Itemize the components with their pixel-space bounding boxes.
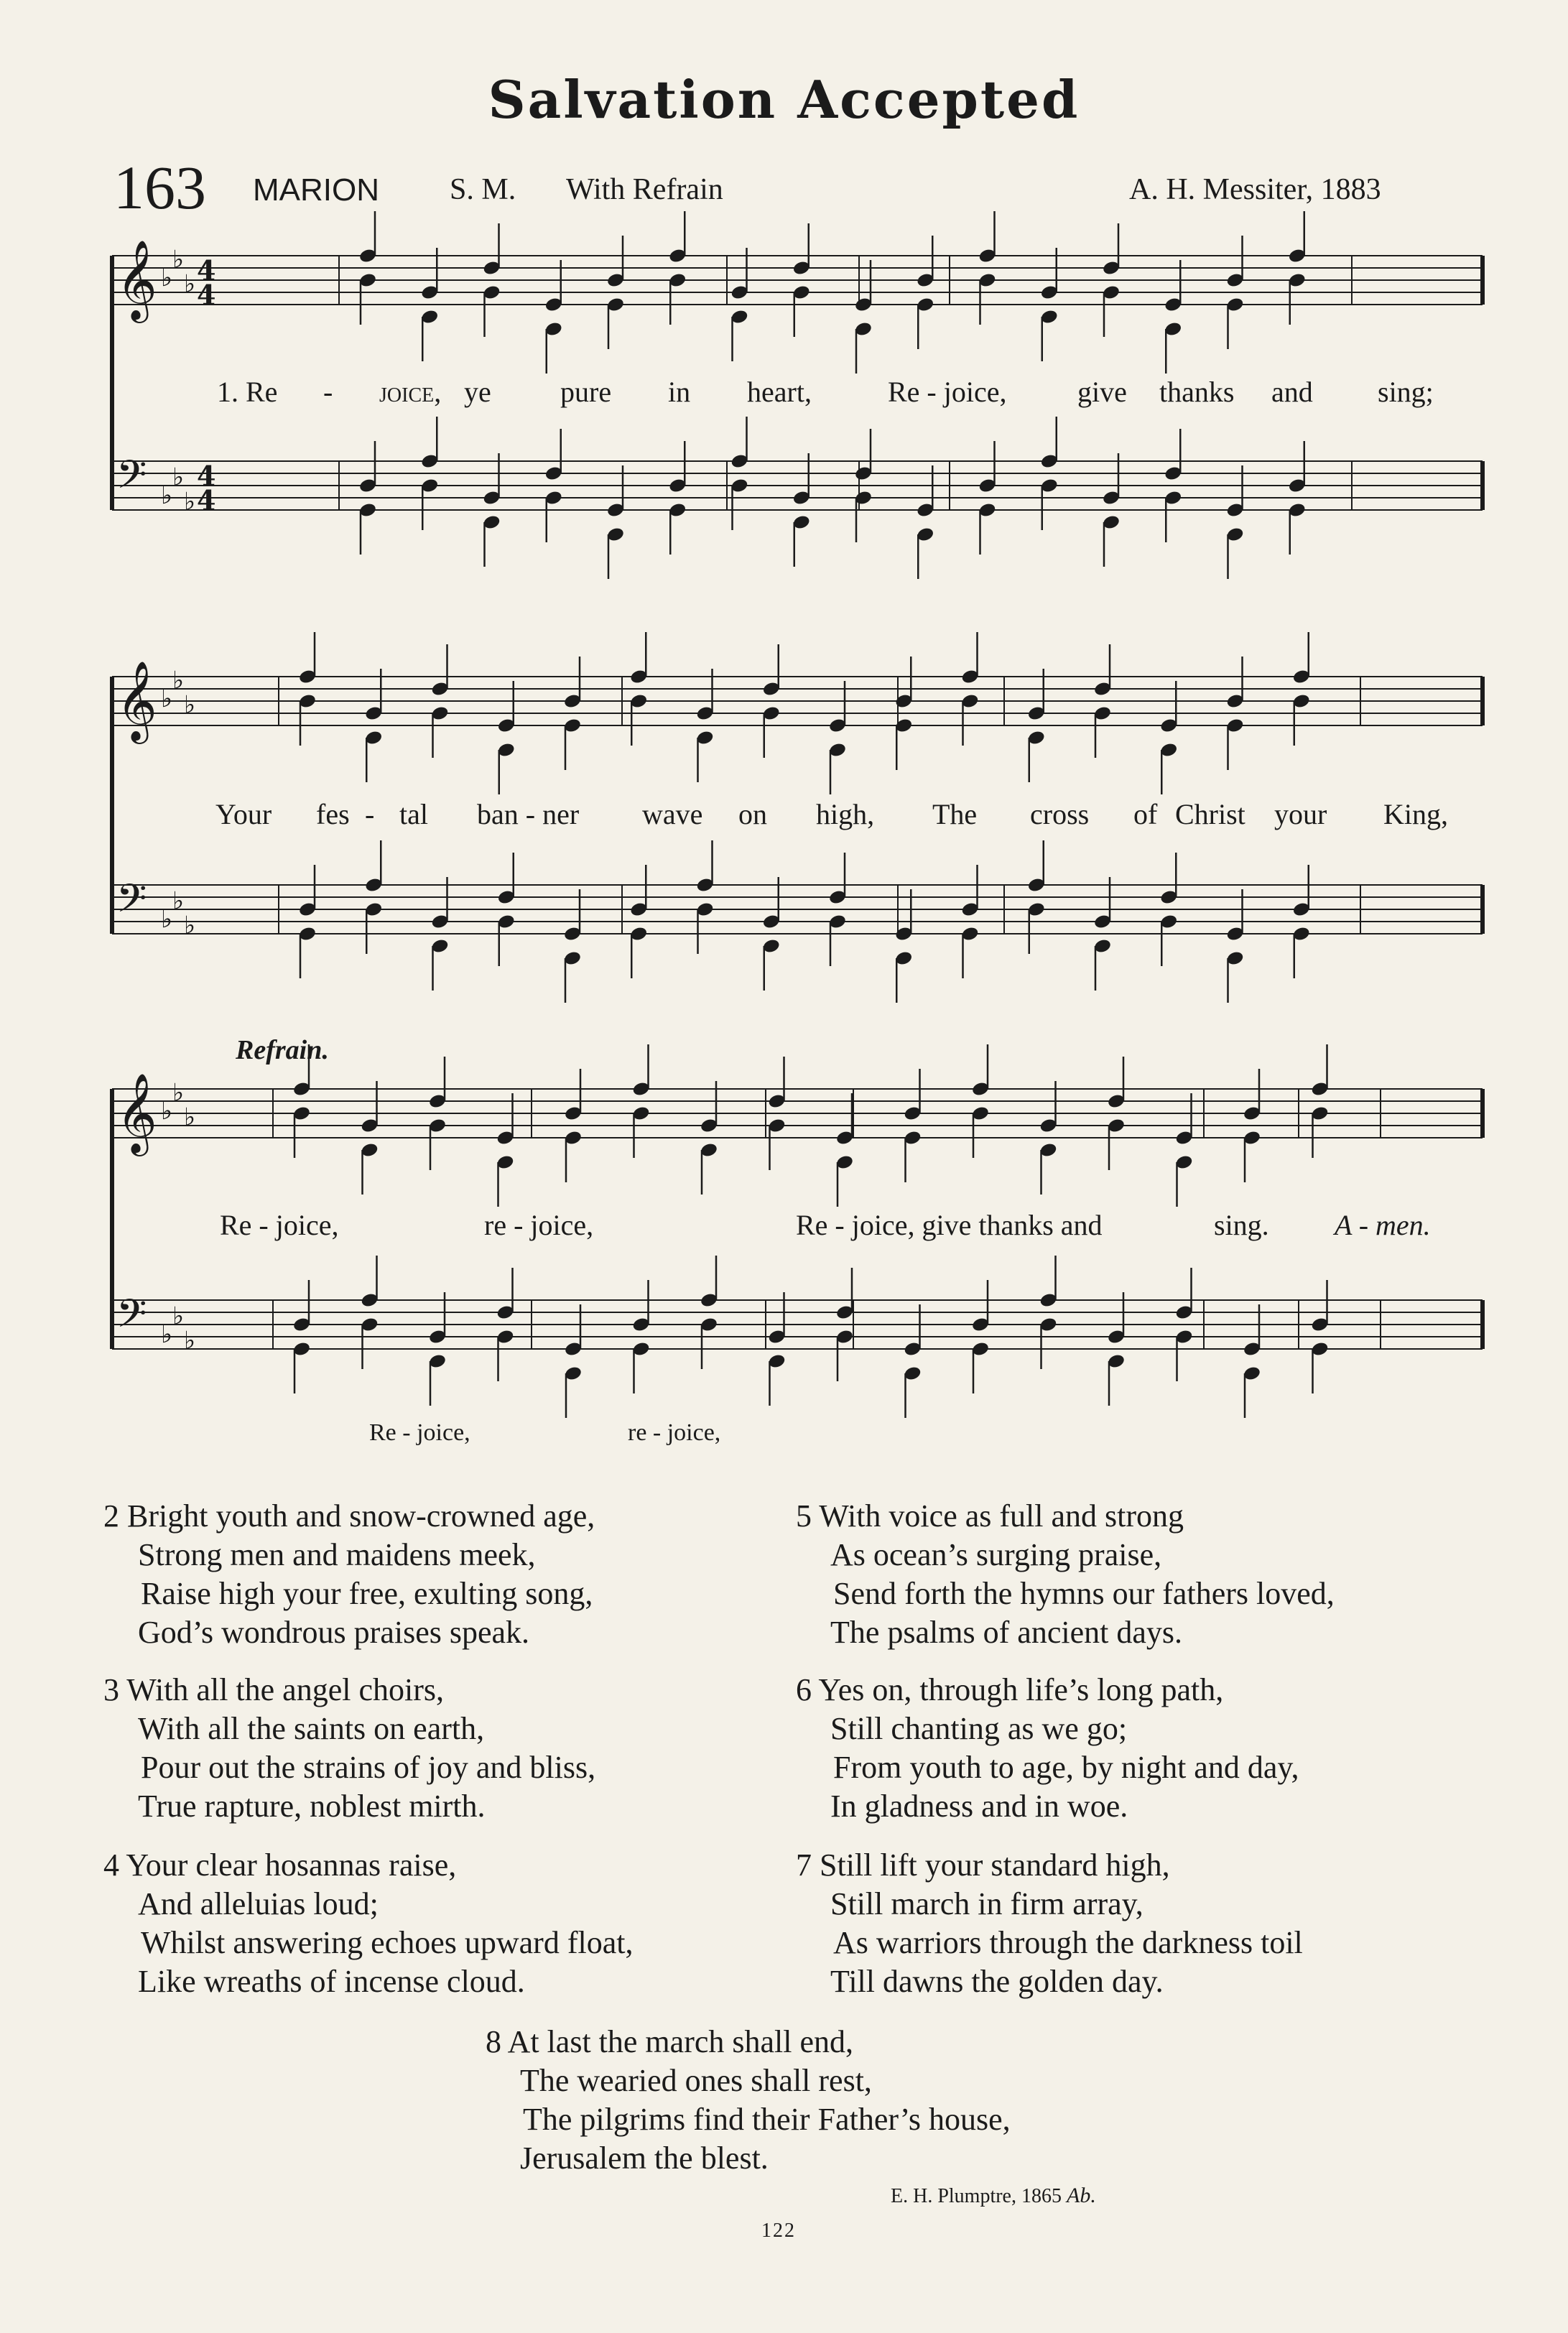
verse-line: Till dawns the golden day.	[830, 1964, 1164, 1999]
verse-line: Your clear hosannas raise,	[126, 1847, 457, 1883]
verse-line: Still chanting as we go;	[830, 1711, 1128, 1746]
verse-number: 6	[796, 1672, 812, 1707]
lyric-syllable: The	[932, 798, 978, 830]
flat-icon: ♭	[172, 463, 185, 492]
lyric-syllable: on	[738, 798, 767, 830]
lyric-syllable: re - joice,	[484, 1209, 594, 1241]
verse-line: In gladness and in woe.	[830, 1789, 1128, 1824]
verse-block	[103, 1846, 633, 2001]
lyric-syllable: Your	[215, 798, 272, 830]
lyric-syllable: Christ	[1175, 798, 1245, 830]
verse-block	[103, 1497, 595, 1652]
hymn-number: 163	[113, 153, 206, 222]
lyric-syllable: Re - joice,	[220, 1209, 339, 1241]
page-title: Salvation Accepted	[488, 69, 1080, 130]
lyric-syllable: ban - ner	[477, 798, 580, 830]
treble-clef-icon: 𝄞	[116, 660, 157, 741]
lyric-syllable: cross	[1030, 798, 1090, 830]
lyric-syllable: thanks	[1159, 376, 1235, 408]
verse-block	[486, 2023, 1011, 2178]
verse-line: With all the angel choirs,	[126, 1672, 444, 1707]
verse-line: As ocean’s surging praise,	[830, 1537, 1162, 1572]
verse-line: At last the march shall end,	[507, 2024, 853, 2059]
with-refrain-note: With Refrain	[566, 173, 723, 206]
lyric-syllable: sing;	[1378, 376, 1434, 408]
lyric-syllable: in	[668, 376, 691, 408]
verse-line: Yes on, through life’s long path,	[818, 1672, 1224, 1707]
flat-icon: ♭	[184, 269, 196, 299]
text-author	[891, 2184, 1096, 2208]
lyric-syllable: Re - joice,	[888, 376, 1007, 408]
lyric-syllable: pure	[560, 376, 612, 408]
refrain-label: Refrain.	[236, 1035, 329, 1065]
lyric-syllable: joice,	[379, 376, 442, 408]
verse-line: And alleluias loud;	[138, 1886, 379, 1921]
lyric-syllable: King,	[1383, 798, 1448, 830]
verse-line: Raise high your free, exulting song,	[141, 1576, 593, 1611]
bass-clef-icon: 𝄢	[116, 1291, 147, 1346]
verse-line: Whilst answering echoes upward float,	[141, 1925, 634, 1960]
verse-number: 8	[486, 2024, 501, 2059]
verse-line: With voice as full and strong	[819, 1498, 1184, 1534]
flat-icon: ♭	[161, 1097, 173, 1126]
verse-block	[796, 1671, 1299, 1826]
lyric-syllable: sing.	[1214, 1209, 1269, 1241]
lyric-syllable: give	[1077, 376, 1127, 408]
time-signature: 4	[197, 279, 216, 311]
verse-line: The wearied ones shall rest,	[520, 2063, 872, 2098]
verse-block	[796, 1846, 1303, 2001]
verse-line: True rapture, noblest mirth.	[138, 1789, 486, 1824]
meter-abbreviation: Ab.	[1067, 2184, 1096, 2207]
lyric-syllable: your	[1274, 798, 1327, 830]
time-signature: 4	[197, 484, 216, 516]
verse-number: 7	[796, 1847, 812, 1883]
verse-line: Bright youth and snow-crowned age,	[127, 1498, 595, 1534]
lyric-syllable: of	[1133, 798, 1158, 830]
flat-icon: ♭	[184, 1326, 196, 1355]
flat-icon: ♭	[184, 487, 196, 516]
verse-block	[103, 1671, 595, 1826]
verse-line: Like wreaths of incense cloud.	[138, 1964, 525, 1999]
flat-icon: ♭	[161, 905, 173, 934]
flat-icon: ♭	[161, 685, 173, 713]
verse-line: As warriors through the darkness toil	[833, 1925, 1303, 1960]
verse-line: Strong men and maidens meek,	[138, 1537, 536, 1572]
verse-line: Jerusalem the blest.	[520, 2140, 769, 2176]
verse-number: 5	[796, 1498, 812, 1534]
flat-icon: ♭	[161, 1320, 173, 1349]
verse-line: From youth to age, by night and day,	[833, 1750, 1299, 1785]
verse-line: The pilgrims find their Father’s house,	[523, 2102, 1011, 2137]
lyric-syllable: -	[323, 376, 333, 408]
verse-line: Still lift your standard high,	[820, 1847, 1170, 1883]
lyric-syllable: ye	[464, 376, 491, 408]
flat-icon: ♭	[172, 245, 185, 274]
treble-clef-icon: 𝄞	[116, 239, 157, 320]
time-signature: 4	[197, 254, 216, 287]
lyric-syllable: -	[365, 798, 375, 830]
flat-icon: ♭	[172, 666, 185, 695]
author-name: E. H. Plumptre, 1865	[891, 2185, 1062, 2207]
bass-clef-icon: 𝄢	[116, 876, 147, 931]
bass-clef-icon: 𝄢	[116, 452, 147, 507]
lyric-syllable: high,	[816, 798, 875, 830]
verse-line: Send forth the hymns our fathers loved,	[833, 1576, 1335, 1611]
flat-icon: ♭	[172, 886, 185, 916]
composer: A. H. Messiter, 1883	[1129, 173, 1381, 206]
lyric-syllable: 1. Re	[217, 376, 278, 408]
flat-icon: ♭	[184, 911, 196, 940]
verse-line: Pour out the strains of joy and bliss,	[141, 1750, 596, 1785]
time-signature: 4	[197, 460, 216, 492]
verse-line: With all the saints on earth,	[138, 1711, 485, 1746]
meter: S. M.	[450, 173, 516, 206]
verse-number: 3	[103, 1672, 119, 1707]
verse-number: 4	[103, 1847, 119, 1883]
flat-icon: ♭	[161, 481, 173, 510]
flat-icon: ♭	[161, 264, 173, 292]
lyric-syllable: Re - joice, give thanks and	[796, 1209, 1103, 1241]
treble-clef-icon: 𝄞	[116, 1072, 157, 1153]
flat-icon: ♭	[184, 690, 196, 720]
verse-line: God’s wondrous praises speak.	[138, 1615, 530, 1650]
page-number: 122	[761, 2220, 796, 2242]
verse-line: Still march in firm array,	[830, 1886, 1143, 1921]
lyric-syllable: fes	[316, 798, 350, 830]
tune-name: MARION	[253, 172, 379, 208]
flat-icon: ♭	[172, 1078, 185, 1108]
lyric-syllable: heart,	[747, 376, 812, 408]
flat-icon: ♭	[184, 1103, 196, 1132]
lyric-syllable: A - men.	[1335, 1209, 1431, 1241]
verse-block	[796, 1497, 1335, 1652]
lyric-syllable: and	[1271, 376, 1313, 408]
flat-icon: ♭	[172, 1302, 185, 1331]
bass-lyric: Re - joice,	[369, 1419, 470, 1446]
verse-line: The psalms of ancient days.	[830, 1615, 1182, 1650]
lyric-syllable: wave	[642, 798, 703, 830]
bass-lyric: re - joice,	[628, 1419, 721, 1446]
lyric-syllable: tal	[399, 798, 428, 830]
verse-number: 2	[103, 1498, 119, 1534]
